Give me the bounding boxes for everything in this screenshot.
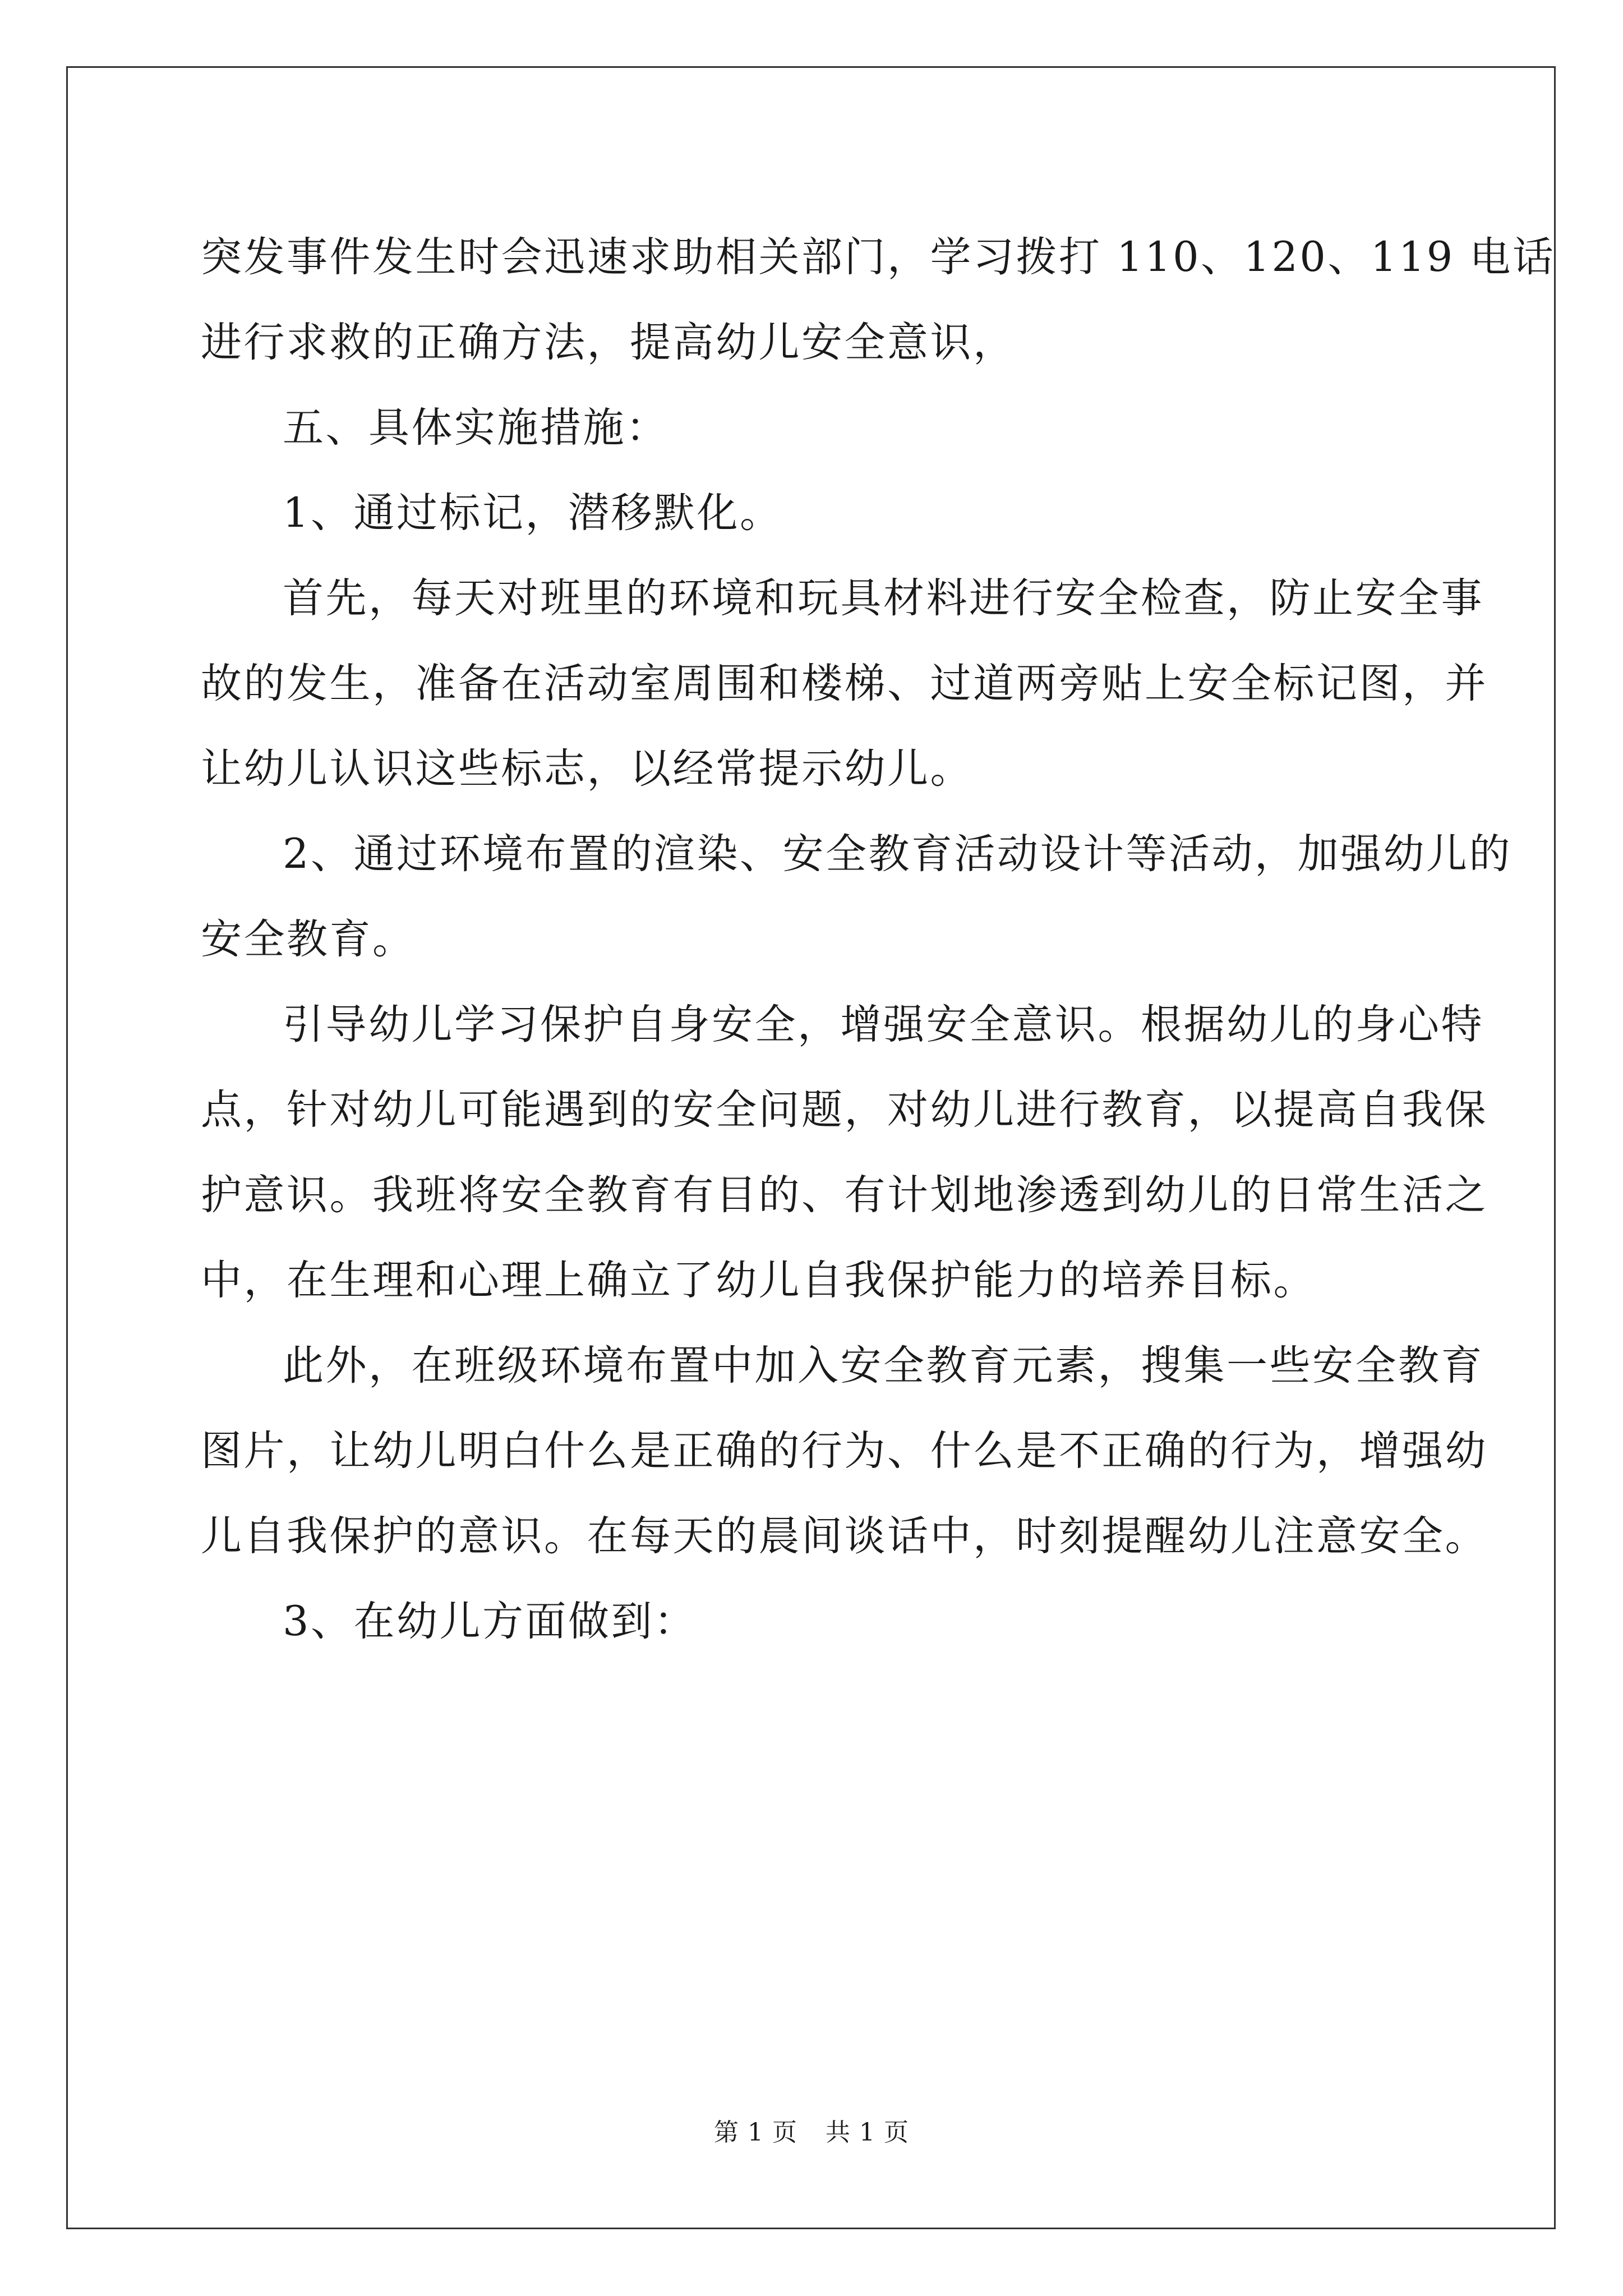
text-line: 进行求救的正确方法，提高幼儿安全意识， <box>201 319 1016 366</box>
text-line: 安全教育。 <box>201 915 416 963</box>
subsection-heading: 2、通过环境布置的渲染、安全教育活动设计等活动，加强幼儿的 <box>283 830 1512 878</box>
section-heading: 五、具体实施措施： <box>283 404 669 452</box>
text-line: 图片，让幼儿明白什么是正确的行为、什么是不正确的行为，增强幼 <box>201 1427 1488 1475</box>
subsection-heading: 3、在幼儿方面做到： <box>283 1598 697 1645</box>
text-line: 此外，在班级环境布置中加入安全教育元素，搜集一些安全教育 <box>283 1342 1484 1389</box>
text-line: 突发事件发生时会迅速求助相关部门，学习拨打 110、120、119 电话 <box>201 233 1556 281</box>
page-number: 第 1 页 <box>714 2118 797 2147</box>
page-footer <box>0 2116 1623 2150</box>
subsection-heading: 1、通过标记，潜移默化。 <box>283 489 783 537</box>
text-line: 中，在生理和心理上确立了幼儿自我保护能力的培养目标。 <box>201 1257 1316 1304</box>
document-body <box>201 215 1556 1664</box>
text-line: 儿自我保护的意识。在每天的晨间谈话中，时刻提醒幼儿注意安全。 <box>201 1512 1488 1560</box>
text-line: 首先，每天对班里的环境和玩具材料进行安全检查，防止安全事 <box>283 574 1484 622</box>
text-line: 让幼儿认识这些标志，以经常提示幼儿。 <box>201 745 973 793</box>
text-line: 故的发生，准备在活动室周围和楼梯、过道两旁贴上安全标记图，并 <box>201 660 1488 707</box>
text-line: 点，针对幼儿可能遇到的安全问题，对幼儿进行教育，以提高自我保 <box>201 1086 1488 1134</box>
page-total: 共 1 页 <box>826 2118 909 2147</box>
text-line: 引导幼儿学习保护自身安全，增强安全意识。根据幼儿的身心特 <box>283 1001 1484 1048</box>
text-line: 护意识。我班将安全教育有目的、有计划地渗透到幼儿的日常生活之 <box>201 1171 1488 1219</box>
